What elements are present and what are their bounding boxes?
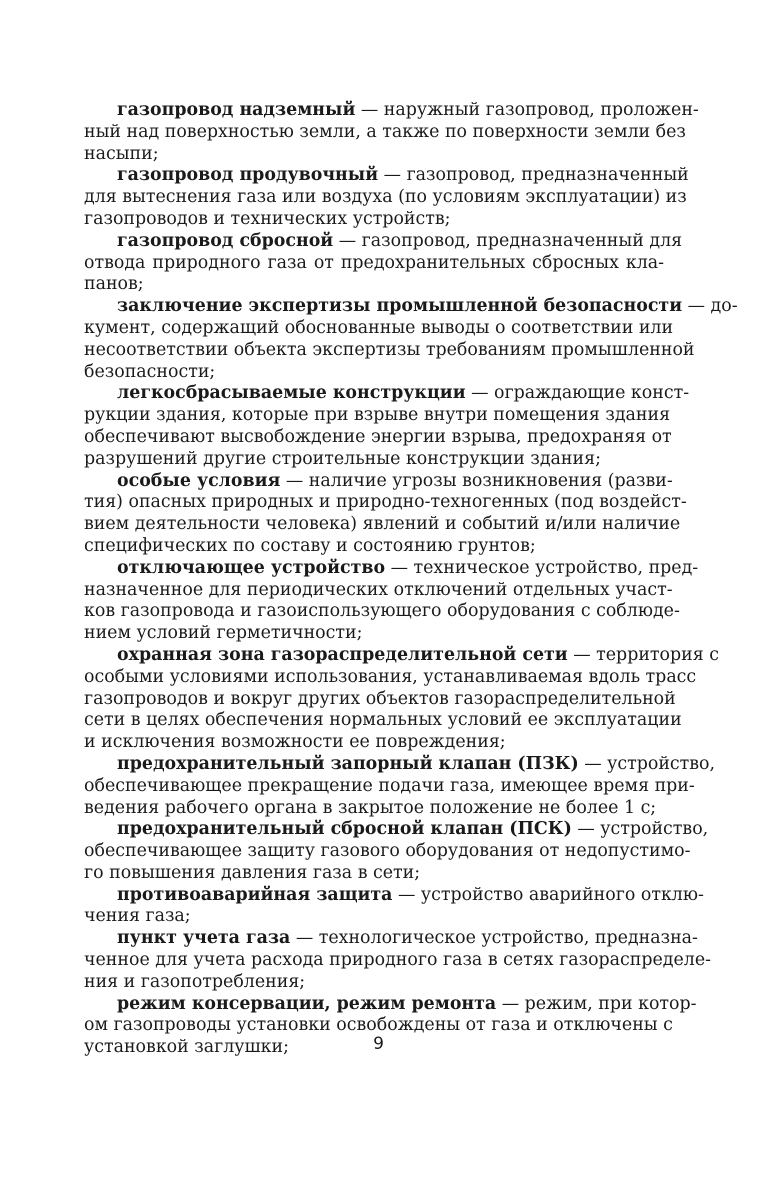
term: пункт учета газа	[117, 928, 291, 949]
text-line: тия) опасных природных и природно-техногенных (под воздейст-	[84, 492, 687, 513]
text-line: безопасности;	[84, 361, 216, 382]
definition-text: — устройство,	[571, 819, 709, 840]
term: легкосбрасываемые конструкции	[117, 383, 466, 404]
definition-entry	[84, 296, 738, 383]
text-line: кумент, содержащий обоснованные выводы о соответствии или	[84, 317, 674, 338]
text-line: разрушений другие строительные конструкции здания;	[84, 448, 601, 469]
text-line	[84, 165, 689, 187]
text-line	[84, 470, 673, 493]
document-body	[84, 100, 738, 1059]
text-line: и исключения возможности ее повреждения;	[84, 732, 506, 753]
definition-text: — газопровод, предназначенный для	[333, 230, 683, 251]
text-line: ом газопроводы установки освобождены от газа и отключены с	[84, 1015, 673, 1036]
text-line: газопроводов и технических устройств;	[84, 208, 451, 229]
text-line: ния и газопотребления;	[84, 971, 306, 992]
text-line	[84, 230, 683, 253]
text-line: обеспечивающее защиту газового оборудования от недопустимо-	[84, 841, 691, 862]
term: газопровод сбросной	[117, 230, 334, 251]
definition-entry	[84, 753, 716, 819]
text-line: ков газопровода и газоиспользующего оборудования с соблюде-	[84, 601, 680, 622]
text-line	[84, 753, 716, 776]
text-line: чения газа;	[84, 906, 191, 927]
text-line: специфических по составу и состоянию грунтов;	[84, 535, 536, 556]
term: охранная зона газораспределительной сети	[117, 644, 568, 665]
text-line	[84, 383, 690, 405]
text-line: установкой заглушки;	[84, 1037, 290, 1058]
definition-text: — территория с	[567, 644, 719, 665]
definition-entry	[84, 644, 719, 754]
text-line: ведения рабочего органа в закрытое положение не более 1 с;	[84, 797, 657, 818]
definition-text: — технологическое устройство, предназна-	[290, 928, 698, 949]
definition-entry	[84, 165, 689, 230]
text-line: отвода природного газа от предохранительных сбросных кла-	[84, 252, 664, 273]
text-line: панов;	[84, 274, 144, 295]
text-line: рукции здания, которые при взрыве внутри помещения здания	[84, 405, 671, 426]
definition-text: — ограждающие конст-	[465, 383, 690, 404]
text-line: ный над поверхностью земли, а также по поверхности земли без	[84, 121, 686, 142]
definition-entry	[84, 884, 704, 929]
text-line: насыпи;	[84, 143, 159, 164]
text-line: обеспечивающее прекращение подачи газа, имеющее время при-	[84, 775, 695, 796]
text-line: вием деятельности человека) явлений и событий и/или наличие	[84, 514, 681, 535]
text-line	[84, 100, 699, 122]
term: отключающее устройство	[117, 557, 386, 578]
text-line	[84, 557, 699, 580]
term: предохранительный сбросной клапан (ПСК)	[117, 819, 572, 840]
term: особые условия	[117, 470, 281, 491]
text-line: газопроводов и вокруг других объектов газораспределительной	[84, 688, 676, 709]
definition-entry	[84, 470, 687, 558]
term: заключение экспертизы промышленной безопасности	[117, 296, 683, 317]
definition-text: — газопровод, предназначенный	[378, 165, 689, 186]
definition-text: — наличие угрозы возникновения (разви-	[280, 470, 673, 491]
definition-text: — режим, при котор-	[496, 993, 697, 1014]
definition-entry	[84, 819, 709, 884]
definition-text: — наружный газопровод, проложен-	[355, 100, 699, 120]
text-line	[84, 296, 738, 318]
term: газопровод надземный	[117, 100, 356, 120]
definition-entry	[84, 100, 699, 165]
definition-entry	[84, 230, 683, 296]
text-line	[84, 928, 698, 950]
term: противоаварийная защита	[117, 884, 393, 905]
text-line: назначенное для периодических отключений отдельных участ-	[84, 579, 673, 600]
term: режим консервации, режим ремонта	[117, 993, 497, 1014]
term: предохранительный запорный клапан (ПЗК)	[117, 753, 579, 774]
definition-text: — устройство аварийного отклю-	[392, 884, 704, 905]
definition-entry	[84, 383, 690, 470]
text-line: го повышения давления газа в сети;	[84, 862, 421, 883]
definition-entry	[84, 557, 699, 645]
text-line: особыми условиями использования, устанавливаемая вдоль трасс	[84, 666, 697, 687]
definition-text: — устройство,	[578, 753, 716, 774]
term: газопровод продувочный	[117, 165, 379, 186]
text-line: обеспечивают высвобождение энергии взрыва, предохраняя от	[84, 426, 672, 447]
text-line: ченное для учета расхода природного газа в сетях газораспределе-	[84, 950, 712, 971]
definition-text: — техническое устройство, пред-	[385, 557, 699, 578]
text-line: нием условий герметичности;	[84, 623, 363, 644]
text-line: несоответствии объекта экспертизы требованиям промышленной	[84, 339, 695, 360]
text-line	[84, 884, 704, 907]
text-line: для вытеснения газа или воздуха (по условиям эксплуатации) из	[84, 187, 687, 208]
text-line	[84, 993, 697, 1016]
text-line: сети в целях обеспечения нормальных условий ее эксплуатации	[84, 710, 682, 731]
definition-text: — до-	[682, 296, 738, 317]
text-line	[84, 819, 709, 841]
definition-entry	[84, 928, 712, 993]
text-line	[84, 644, 719, 667]
page-number: 9	[373, 1034, 384, 1054]
